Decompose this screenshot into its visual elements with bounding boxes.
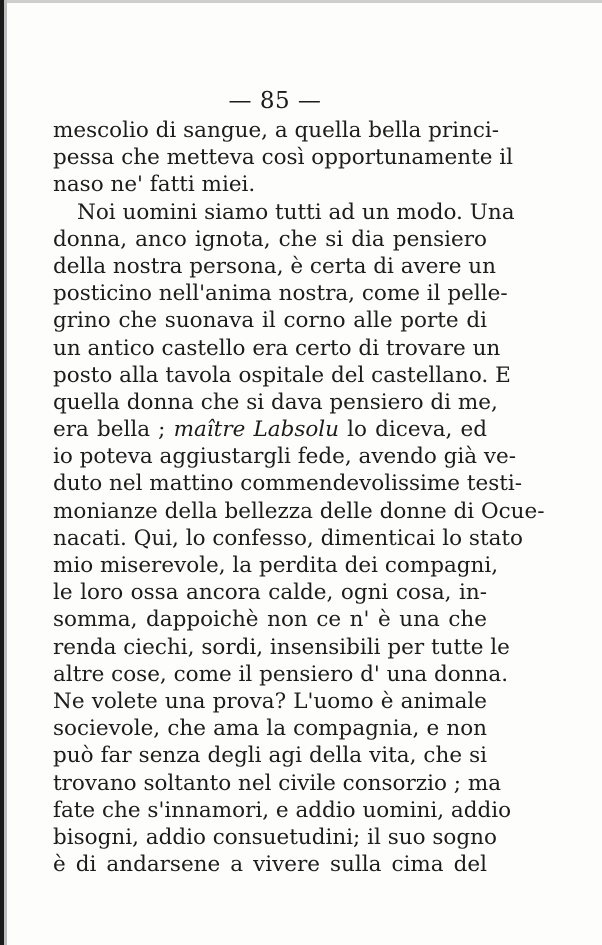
text-line-1: mescolio di sangue, a quella bella princi- [53,118,500,143]
text-line-17: mio miserevole, la perdita dei compagni, [53,553,499,578]
text-line-10: posto alla tavola ospitale del castellano. E [53,362,511,388]
text-line-2: pessa che metteva così opportunamente il [53,145,514,171]
text-line-6: della nostra persona, è certa di avere un [53,253,496,279]
text-line-27: bisogni, addio consuetudini; il suo sogno [53,824,497,850]
text-line-28: è di andarsene a vivere sulla cima del [53,852,487,878]
text-line-19: somma, dappoichè non ce n' è una che [53,607,487,633]
text-line-13: io poteva aggiustargli fede, avendo già ve- [53,444,517,470]
text-line-16: nacati. Qui, lo confesso, dimenticai lo stato [53,525,523,551]
text-line-12-end: lo diceva, ed [339,417,488,443]
text-line-24: può far senza degli agi della vita, che si [53,743,487,769]
italic-name: maître Labsolu [173,417,340,443]
text-line-26: fate che s'innamori, e addio uomini, addio [53,797,512,823]
text-line-18: le loro ossa ancora calde, ogni cosa, in- [53,580,487,606]
text-line-25: trovano soltanto nel civile consorzio ; ma [53,770,502,796]
text-line-23: socievole, che ama la compagnia, e non [53,716,487,742]
page-binding-shadow [4,0,7,945]
text-line-12-start: era bella ; [53,417,174,443]
text-line-20: renda ciechi, sordi, insensibili per tutte le [53,634,510,660]
text-line-11: quella donna che si dava pensiero di me, [53,389,498,415]
page-top-edge [0,0,602,3]
text-line-12 [53,416,487,443]
text-line-15: monianze della bellezza delle donne di Ocue- [53,498,545,524]
text-line-4: Noi uomini siamo tutti ad un modo. Una [77,199,515,225]
page-number: — 85 — [228,88,322,114]
text-line-21: altre cose, come il pensiero d' una donna. [53,661,509,687]
text-line-9: un antico castello era certo di trovare un [53,335,501,361]
text-line-14: duto nel mattino commendevolissime testi- [53,471,523,497]
text-line-22: Ne volete una prova? L'uomo è animale [53,688,487,714]
text-line-3: naso ne' fatti miei. [53,172,256,198]
text-line-5: donna, anco ignota, che si dia pensiero [53,226,487,252]
body-text [53,117,545,878]
text-line-7: posticino nell'anima nostra, come il pelle- [53,281,508,307]
text-line-8: grino che suonava il corno alle porte di [53,308,487,334]
